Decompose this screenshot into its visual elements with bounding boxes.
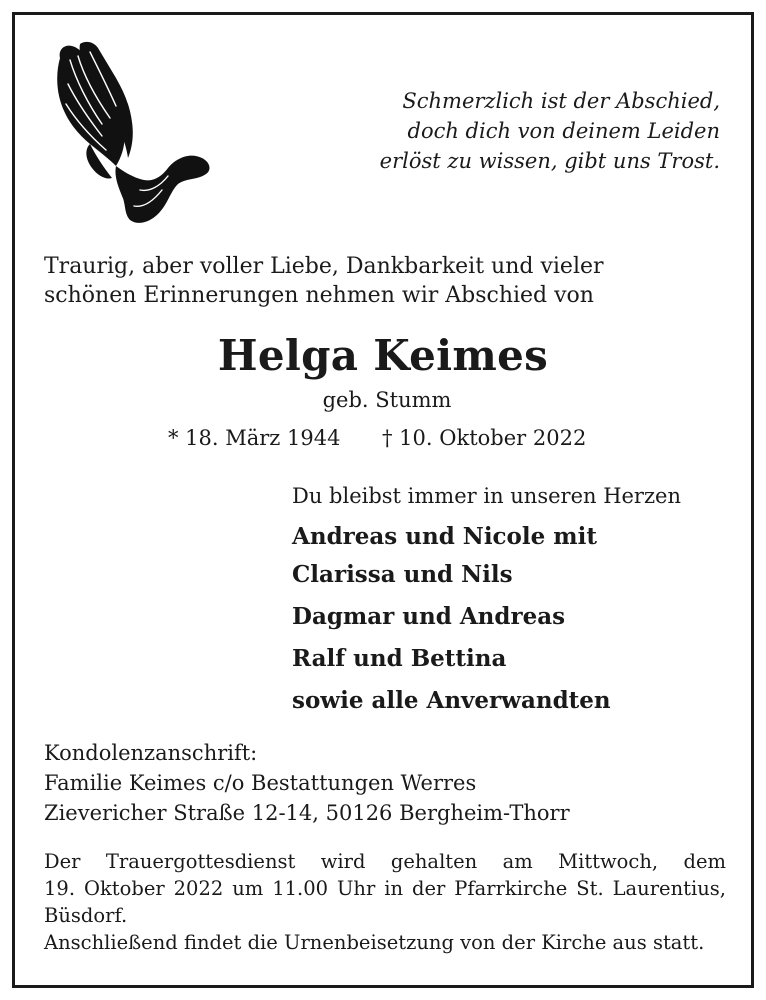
service-line: Der Trauergottesdienst wird gehalten am Mittwoch, dem — [44, 850, 726, 873]
condolence-line: Zievericher Straße 12-14, 50126 Bergheim-Thorr — [44, 801, 570, 825]
intro-text — [44, 252, 734, 310]
intro-line: schönen Erinnerungen nehmen wir Abschied von — [44, 283, 594, 308]
family-member: Clarissa und Nils — [292, 561, 513, 588]
service-line: Büsdorf. — [44, 904, 128, 927]
family-motto: Du bleibst immer in unseren Herzen — [292, 484, 681, 508]
family-member: Ralf und Bettina — [292, 645, 507, 672]
birth-date: * 18. März 1944 — [168, 426, 341, 450]
maiden-name: geb. Stumm — [322, 388, 452, 412]
quote-line: doch dich von deinem Leiden — [407, 119, 720, 143]
condolence-address — [44, 738, 734, 828]
quote-line: Schmerzlich ist der Abschied, — [402, 89, 720, 113]
family-member: Dagmar und Andreas — [292, 603, 566, 630]
quote-block — [320, 86, 720, 176]
service-line: Anschließend findet die Urnenbeisetzung von der Kirche aus statt. — [44, 931, 705, 954]
intro-line: Traurig, aber voller Liebe, Dankbarkeit und vieler — [44, 254, 604, 279]
service-line: 19. Oktober 2022 um 11.00 Uhr in der Pfarrkirche St. Laurentius, — [44, 877, 726, 900]
quote-line: erlöst zu wissen, gibt uns Trost. — [379, 149, 720, 173]
family-member: Andreas und Nicole mit — [292, 523, 597, 550]
death-date: † 10. Oktober 2022 — [382, 426, 587, 450]
condolence-heading: Kondolenzanschrift: — [44, 741, 258, 765]
family-block — [292, 480, 732, 720]
service-info — [44, 848, 726, 956]
condolence-line: Familie Keimes c/o Bestattungen Werres — [44, 771, 477, 795]
deceased-name: Helga Keimes — [217, 331, 549, 380]
family-member: sowie alle Anverwandten — [292, 687, 611, 714]
praying-hands-icon — [50, 40, 212, 230]
